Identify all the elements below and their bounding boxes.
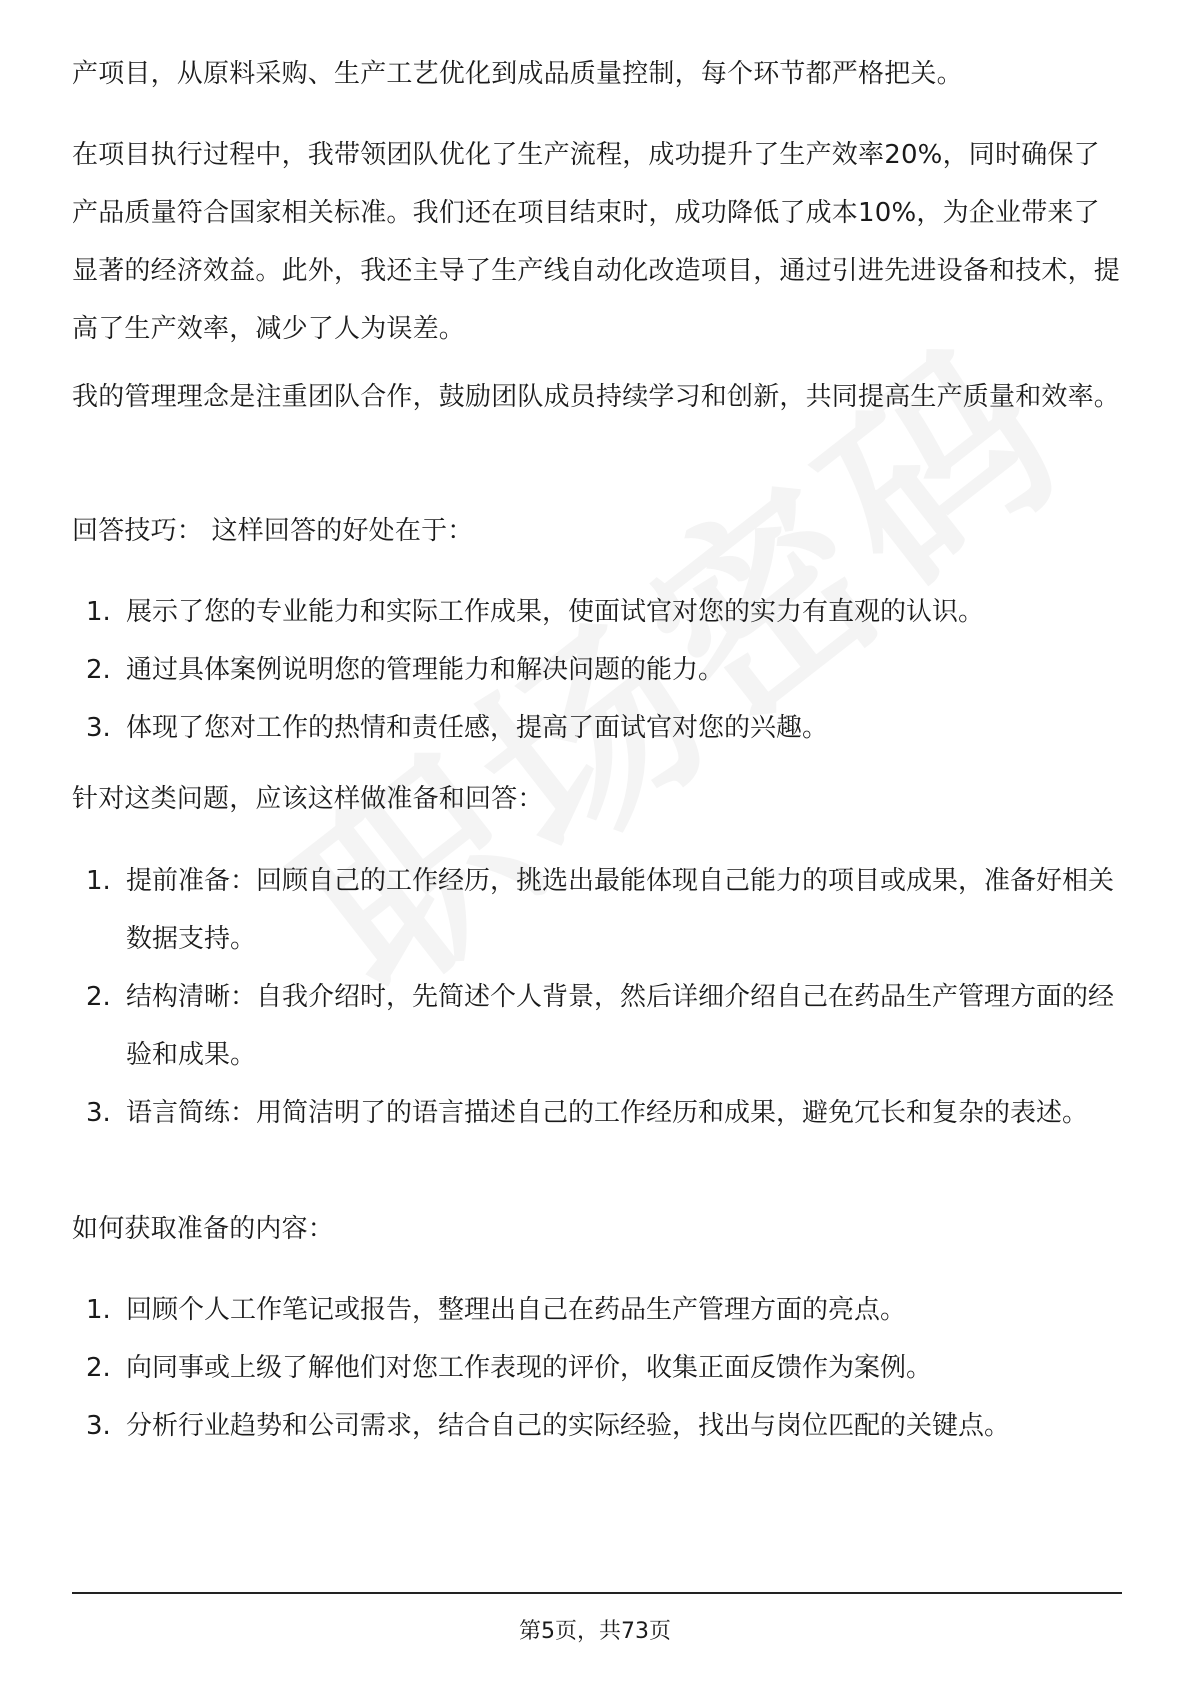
preparation-list xyxy=(72,852,1122,1142)
page-number: 第5页，共73页 xyxy=(519,1619,671,1644)
list-item: 3. 分析行业趋势和公司需求，结合自己的实际经验，找出与岗位匹配的关键点。 xyxy=(86,1411,1011,1441)
list-item: 1. 回顾个人工作笔记或报告，整理出自己在药品生产管理方面的亮点。 xyxy=(86,1295,907,1325)
list-item: 1. 展示了您的专业能力和实际工作成果，使面试官对您的实力有直观的认识。 xyxy=(86,597,985,627)
list-item: 2. 向同事或上级了解他们对您工作表现的评价，收集正面反馈作为案例。 xyxy=(86,1353,933,1383)
answer-tips-heading: 回答技巧： 这样回答的好处在于： xyxy=(72,516,474,546)
footer-divider xyxy=(72,1592,1122,1594)
paragraph-2: 在项目执行过程中，我带领团队优化了生产流程，成功提升了生产效率20%，同时确保了产品质量符合国家相关标准。我们还在项目结束时，成功降低了成本10%，为企业带来了显著的经济效益。此外，我还主导了生产线自动化改造项目，通过引进先进设备和技术，提高了生产效率，减少了人为误差。 xyxy=(72,140,1121,344)
paragraph-1: 产项目，从原料采购、生产工艺优化到成品质量控制，每个环节都严格把关。 xyxy=(72,59,963,89)
list-item: 2. 结构清晰：自我介绍时，先简述个人背景，然后详细介绍自己在药品生产管理方面的经验和成果。 xyxy=(86,982,1115,1070)
list-item: 3. 体现了您对工作的热情和责任感，提高了面试官对您的兴趣。 xyxy=(86,713,829,743)
paragraph-3: 我的管理理念是注重团队合作，鼓励团队成员持续学习和创新，共同提高生产质量和效率。 xyxy=(72,382,1121,412)
preparation-heading: 针对这类问题，应该这样做准备和回答： xyxy=(72,784,544,814)
list-item: 3. 语言简练：用简洁明了的语言描述自己的工作经历和成果，避免冗长和复杂的表述。 xyxy=(86,1098,1089,1128)
benefits-list xyxy=(72,583,1122,757)
content-source-list xyxy=(72,1281,1122,1455)
list-item: 2. 通过具体案例说明您的管理能力和解决问题的能力。 xyxy=(86,655,725,685)
content-source-heading: 如何获取准备的内容： xyxy=(72,1214,335,1244)
list-item: 1. 提前准备：回顾自己的工作经历，挑选出最能体现自己能力的项目或成果，准备好相关数据支持。 xyxy=(86,866,1115,954)
